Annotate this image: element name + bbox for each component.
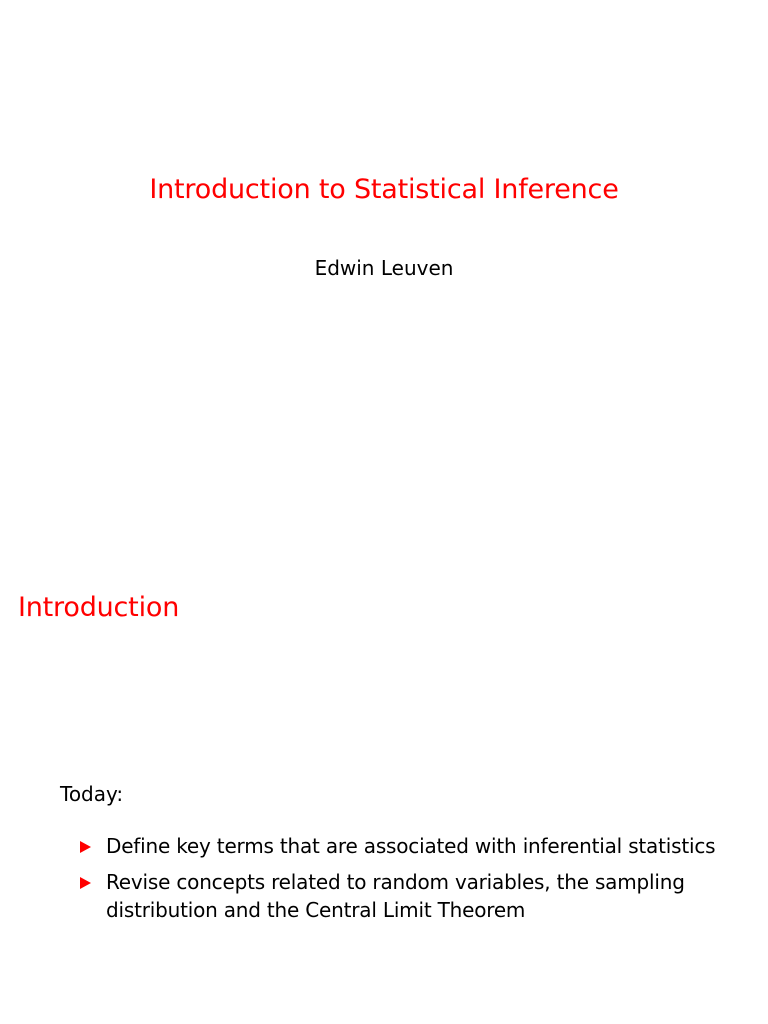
list-item [80, 868, 740, 924]
slide-title: Introduction [18, 592, 180, 623]
intro-text: Today: [60, 782, 124, 806]
author-name: Edwin Leuven [314, 256, 454, 280]
content-slide [0, 512, 768, 1024]
triangle-bullet-icon [80, 877, 91, 889]
bullet-list [80, 832, 740, 932]
bullet-text: Revise concepts related to random variables, the sampling distribution and the Central Limit Theorem [106, 870, 685, 922]
list-item [80, 832, 740, 860]
triangle-bullet-icon [80, 841, 91, 853]
bullet-text: Define key terms that are associated with inferential statistics [106, 834, 716, 858]
presentation-title: Introduction to Statistical Inference [149, 174, 619, 205]
